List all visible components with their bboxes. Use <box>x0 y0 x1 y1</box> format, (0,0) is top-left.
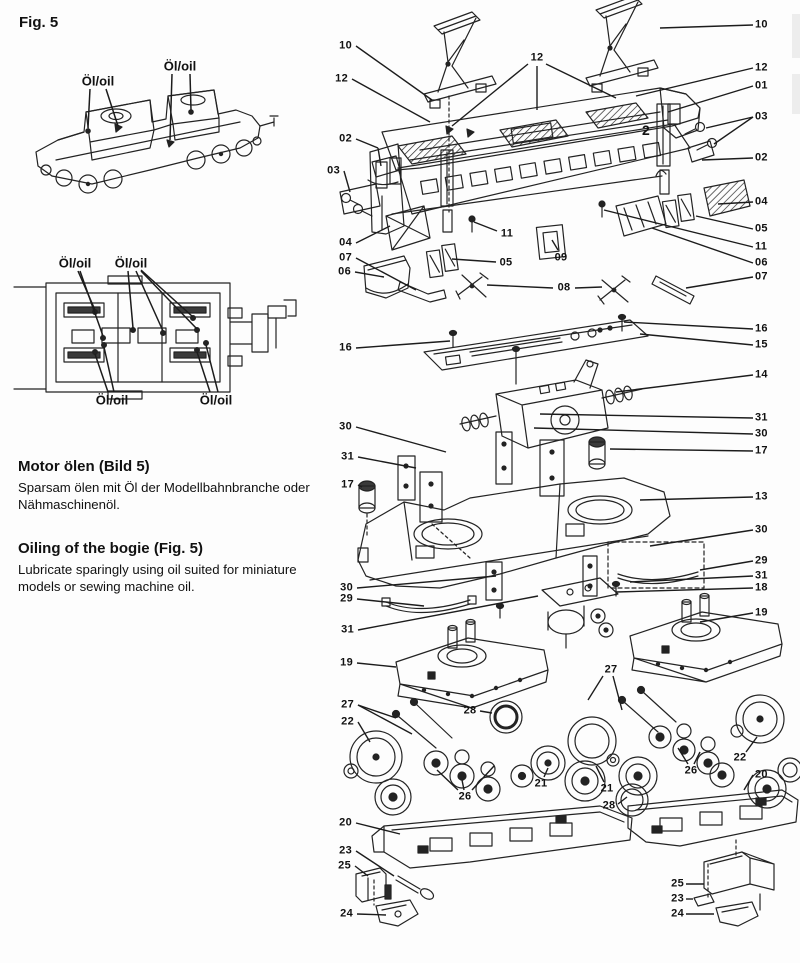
part-callout-16: 16 <box>755 322 768 335</box>
oil-label-Öl/oil: Öl/oil <box>163 58 197 74</box>
part-callout-20: 20 <box>755 768 768 781</box>
part-callout-23: 23 <box>339 844 352 857</box>
part-callout-12: 12 <box>755 61 768 74</box>
oil-label-Öl/oil: Öl/oil <box>81 73 115 89</box>
part-callout-01: 01 <box>755 79 768 92</box>
instruction-heading-de: Motor ölen (Bild 5) <box>18 458 150 475</box>
part-callout-30: 30 <box>755 427 768 440</box>
instruction-body-en: Lubricate sparingly using oil suited for miniature models or sewing machine oil. <box>18 561 297 595</box>
part-callout-28: 28 <box>602 799 616 812</box>
part-callout-29: 29 <box>755 554 768 567</box>
part-callout-11: 11 <box>500 227 514 240</box>
part-callout-23: 23 <box>671 892 684 905</box>
oil-label-Öl/oil: Öl/oil <box>58 255 92 271</box>
part-callout-24: 24 <box>671 907 684 920</box>
part-callout-07: 07 <box>339 251 352 264</box>
part-callout-27: 27 <box>341 698 354 711</box>
part-callout-30: 30 <box>339 420 352 433</box>
oil-label-Öl/oil: Öl/oil <box>114 255 148 271</box>
part-callout-10: 10 <box>339 39 352 52</box>
part-callout-07: 07 <box>755 270 768 283</box>
part-callout-31: 31 <box>755 411 768 424</box>
part-callout-28: 28 <box>463 704 477 717</box>
part-callout-03: 03 <box>327 164 340 177</box>
part-callout-19: 19 <box>755 606 768 619</box>
part-callout-20: 20 <box>339 816 352 829</box>
part-callout-25: 25 <box>338 859 351 872</box>
part-callout-05: 05 <box>755 222 768 235</box>
part-callout-08: 08 <box>557 281 571 294</box>
part-callout-14: 14 <box>755 368 768 381</box>
part-callout-22: 22 <box>733 751 747 764</box>
part-callout-30: 30 <box>340 581 353 594</box>
part-callout-26: 26 <box>458 790 472 803</box>
part-callout-15: 15 <box>755 338 768 351</box>
part-callout-24: 24 <box>340 907 353 920</box>
part-callout-16: 16 <box>339 341 352 354</box>
part-callout-12: 12 <box>335 72 348 85</box>
part-callout-05: 05 <box>499 256 513 269</box>
part-callout-21: 21 <box>534 777 548 790</box>
part-callout-21: 21 <box>600 782 614 795</box>
instruction-text <box>18 458 318 622</box>
part-callout-04: 04 <box>755 195 768 208</box>
instruction-body-de: Sparsam ölen mit Öl der Modellbahnbranche oder Nähmaschinenöl. <box>18 480 310 513</box>
instruction-heading-en: Oiling of the bogie (Fig. 5) <box>18 539 203 557</box>
part-callout-06: 06 <box>755 256 768 269</box>
part-callout-17: 17 <box>755 444 768 457</box>
part-callout-31: 31 <box>341 623 354 636</box>
part-callout-13: 13 <box>755 490 768 503</box>
part-callout-10: 10 <box>755 18 768 31</box>
oil-label-Öl/oil: Öl/oil <box>95 392 129 408</box>
part-callout-02: 02 <box>339 132 352 145</box>
part-callout-27: 27 <box>604 663 618 676</box>
part-callout-18: 18 <box>755 581 768 594</box>
part-callout-12: 12 <box>530 51 544 64</box>
part-callout-29: 29 <box>340 592 353 605</box>
part-callout-09: 09 <box>554 251 568 264</box>
part-callout-02: 02 <box>755 151 768 164</box>
part-callout-30: 30 <box>755 523 768 536</box>
part-callout-19: 19 <box>340 656 353 669</box>
part-callout-31: 31 <box>755 569 768 582</box>
part-callout-22: 22 <box>341 715 354 728</box>
part-callout-2: 2 <box>641 122 651 139</box>
part-callout-26: 26 <box>684 764 698 777</box>
oil-label-Öl/oil: Öl/oil <box>199 392 233 408</box>
part-callout-03: 03 <box>755 110 768 123</box>
part-callout-04: 04 <box>339 236 352 249</box>
part-callout-31: 31 <box>341 450 354 463</box>
part-callout-11: 11 <box>755 240 768 253</box>
part-callout-25: 25 <box>671 877 684 890</box>
part-callout-17: 17 <box>341 478 354 491</box>
figure-label: Fig. 5 <box>19 14 59 31</box>
part-callout-06: 06 <box>338 265 351 278</box>
